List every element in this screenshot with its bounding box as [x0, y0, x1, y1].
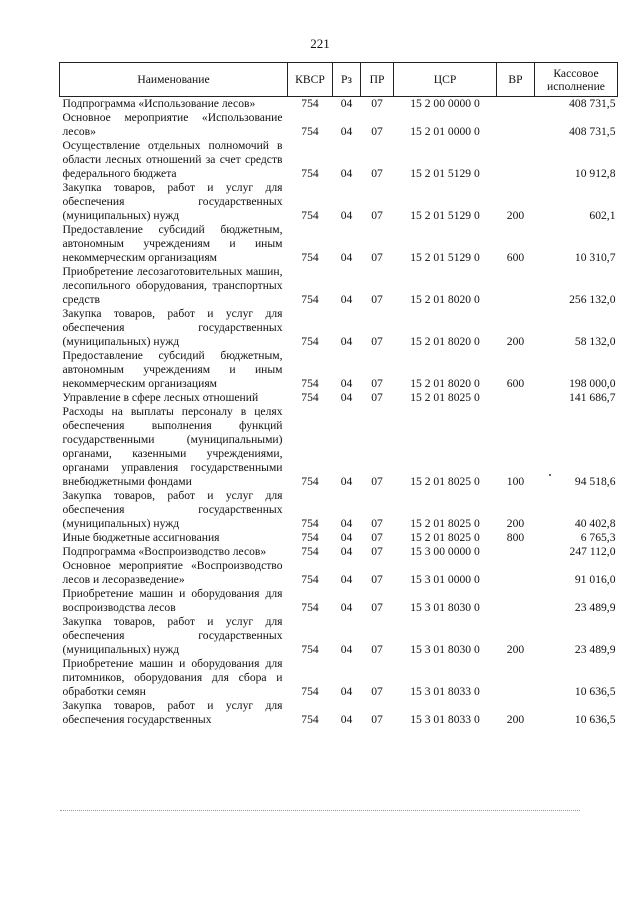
cell-amount: 141 686,7	[569, 391, 616, 404]
cell-rz: 04	[340, 97, 353, 110]
cell-pr: 07	[371, 293, 383, 306]
cell-kvsr: 754	[301, 251, 319, 264]
cell-csr: 15 2 00 0000 0	[410, 97, 480, 110]
cell-rz: 04	[340, 685, 353, 698]
cell-pr: 07	[371, 713, 383, 726]
header-name: Наименование	[60, 63, 288, 97]
cell-csr: 15 2 01 8025 0	[410, 391, 480, 404]
cell-kvsr: 754	[301, 531, 319, 544]
table-row	[60, 699, 618, 727]
cell-amount: 256 132,0	[569, 293, 616, 306]
cell-vr	[497, 391, 535, 405]
cell-name: Закупка товаров, работ и услуг для обеспечения государственных (муниципальных) нужд	[62, 181, 283, 222]
cell-vr	[497, 559, 535, 587]
cell-kvsr: 754	[301, 573, 319, 586]
header-amount: Кассовое исполнение	[535, 63, 618, 97]
cell-kvsr: 754	[301, 293, 319, 306]
cell-amount: 10 310,7	[574, 251, 616, 264]
cell-rz: 04	[340, 293, 353, 306]
cell-kvsr: 754	[301, 713, 319, 726]
budget-execution-table	[59, 62, 618, 727]
cell-vr	[497, 657, 535, 699]
cell-rz: 04	[340, 251, 353, 264]
header-vr: ВР	[497, 63, 535, 97]
cell-pr: 07	[371, 167, 383, 180]
cell-vr	[497, 139, 535, 181]
cell-rz: 04	[340, 643, 353, 656]
cell-rz: 04	[340, 167, 353, 180]
cell-pr: 07	[371, 391, 383, 404]
cell-amount: 408 731,5	[569, 125, 616, 138]
cell-pr: 07	[371, 531, 383, 544]
cell-name: Основное мероприятие «Воспроизводство лесов и лесоразведение»	[62, 559, 283, 586]
cell-kvsr: 754	[301, 601, 319, 614]
cell-rz: 04	[340, 573, 353, 586]
table-row	[60, 181, 618, 223]
table-row	[60, 265, 618, 307]
table-row	[60, 489, 618, 531]
cell-csr: 15 2 01 5129 0	[410, 167, 480, 180]
cell-rz: 04	[340, 475, 353, 488]
cell-pr: 07	[371, 97, 383, 110]
cell-kvsr: 754	[301, 517, 319, 530]
page-bottom-rule	[60, 810, 580, 812]
cell-csr: 15 2 01 8025 0	[410, 531, 480, 544]
cell-amount: 10 636,5	[574, 685, 616, 698]
cell-rz: 04	[340, 545, 353, 558]
cell-pr: 07	[371, 251, 383, 264]
table-row	[60, 615, 618, 657]
cell-amount: 602,1	[589, 209, 616, 222]
cell-kvsr: 754	[301, 643, 319, 656]
cell-name: Управление в сфере лесных отношений	[62, 391, 259, 404]
cell-rz: 04	[340, 209, 353, 222]
cell-vr: 800	[506, 531, 525, 544]
cell-csr: 15 3 01 8030 0	[410, 601, 480, 614]
cell-vr	[497, 97, 535, 112]
cell-kvsr: 754	[301, 97, 319, 110]
cell-name: Основное мероприятие «Использование лесов»	[62, 111, 283, 138]
table-row	[60, 391, 618, 405]
cell-kvsr: 754	[301, 685, 319, 698]
cell-vr: 200	[506, 713, 525, 726]
cell-csr: 15 3 01 8033 0	[410, 685, 480, 698]
cell-vr: 200	[506, 643, 525, 656]
cell-name: Приобретение лесозаготовительных машин, лесопильного оборудования, транспортных средств	[62, 265, 283, 306]
table-row	[60, 139, 618, 181]
cell-name: Подпрограмма «Воспроизводство лесов»	[62, 545, 267, 558]
cell-pr: 07	[371, 545, 383, 558]
cell-csr: 15 2 01 8020 0	[410, 335, 480, 348]
cell-amount: 247 112,0	[569, 545, 616, 558]
cell-csr: 15 3 01 8033 0	[410, 713, 480, 726]
table-row	[60, 545, 618, 559]
cell-csr: 15 3 01 0000 0	[410, 573, 480, 586]
cell-pr: 07	[371, 517, 383, 530]
table-row	[60, 587, 618, 615]
cell-name: Иные бюджетные ассигнования	[62, 531, 220, 544]
cell-amount: 10 912,8	[574, 167, 616, 180]
header-kvsr: КВСР	[288, 63, 333, 97]
table-row	[60, 97, 618, 112]
cell-csr: 15 2 01 8025 0	[410, 517, 480, 530]
cell-name: Закупка товаров, работ и услуг для обеспечения государственных (муниципальных) нужд	[62, 307, 283, 348]
cell-name: Предоставление субсидий бюджетным, автономным учреждениям и иным некоммерческим организациям	[62, 223, 283, 264]
cell-rz: 04	[340, 377, 353, 390]
cell-csr: 15 2 01 5129 0	[410, 251, 480, 264]
cell-pr: 07	[371, 377, 383, 390]
cell-csr: 15 2 01 8020 0	[410, 293, 480, 306]
table-row	[60, 405, 618, 489]
cell-rz: 04	[340, 517, 353, 530]
cell-rz: 04	[340, 335, 353, 348]
cell-vr	[497, 587, 535, 615]
cell-amount: 23 489,9	[574, 601, 616, 614]
table-row	[60, 559, 618, 587]
cell-name: Предоставление субсидий бюджетным, автономным учреждениям и иным некоммерческим организациям	[62, 349, 283, 390]
cell-name: Приобретение машин и оборудования для воспроизводства лесов	[62, 587, 283, 614]
cell-name: Расходы на выплаты персоналу в целях обеспечения выполнения функций государственными (муниципальными) органами, казенными учреждениями, органами управления государственными внебюджетными фондами	[62, 405, 283, 488]
table-body	[60, 97, 618, 728]
cell-vr: 600	[506, 377, 525, 390]
cell-kvsr: 754	[301, 167, 319, 180]
cell-name: Приобретение машин и оборудования для питомников, оборудования для сбора и обработки семян	[62, 657, 283, 698]
cell-vr: 100	[506, 475, 525, 488]
cell-rz: 04	[340, 391, 353, 404]
cell-kvsr: 754	[301, 125, 319, 138]
cell-pr: 07	[371, 685, 383, 698]
cell-amount: 198 000,0	[569, 377, 616, 390]
cell-csr: 15 3 00 0000 0	[410, 545, 480, 558]
cell-csr: 15 2 01 5129 0	[410, 209, 480, 222]
scan-speck	[549, 474, 551, 476]
header-pr: ПР	[361, 63, 394, 97]
cell-vr	[497, 111, 535, 139]
cell-csr: 15 2 01 0000 0	[410, 125, 480, 138]
cell-kvsr: 754	[301, 209, 319, 222]
table-row	[60, 531, 618, 545]
cell-pr: 07	[371, 125, 383, 138]
cell-kvsr: 754	[301, 545, 319, 558]
cell-amount: 40 402,8	[574, 517, 616, 530]
table-row	[60, 111, 618, 139]
cell-kvsr: 754	[301, 377, 319, 390]
cell-kvsr: 754	[301, 391, 319, 404]
cell-pr: 07	[371, 209, 383, 222]
cell-csr: 15 2 01 8020 0	[410, 377, 480, 390]
table-header-row	[60, 63, 618, 97]
cell-name: Осуществление отдельных полномочий в области лесных отношений за счет средств федерального бюджета	[62, 139, 283, 180]
table-row	[60, 657, 618, 699]
cell-kvsr: 754	[301, 335, 319, 348]
cell-pr: 07	[371, 643, 383, 656]
cell-amount: 23 489,9	[574, 643, 616, 656]
cell-vr: 200	[506, 335, 525, 348]
cell-pr: 07	[371, 475, 383, 488]
cell-pr: 07	[371, 335, 383, 348]
table-row	[60, 223, 618, 265]
table-row	[60, 349, 618, 391]
cell-amount: 91 016,0	[574, 573, 616, 586]
cell-name: Закупка товаров, работ и услуг для обеспечения государственных (муниципальных) нужд	[62, 615, 283, 656]
cell-vr	[497, 545, 535, 559]
cell-vr: 200	[506, 209, 525, 222]
cell-csr: 15 3 01 8030 0	[410, 643, 480, 656]
cell-name: Закупка товаров, работ и услуг для обеспечения государственных	[62, 699, 283, 726]
cell-amount: 10 636,5	[574, 713, 616, 726]
cell-amount: 6 765,3	[580, 531, 616, 544]
cell-csr: 15 2 01 8025 0	[410, 475, 480, 488]
table-row	[60, 307, 618, 349]
header-csr: ЦСР	[394, 63, 497, 97]
page-number: 221	[310, 36, 330, 51]
cell-rz: 04	[340, 601, 353, 614]
cell-name: Подпрограмма «Использование лесов»	[62, 97, 256, 110]
cell-rz: 04	[340, 713, 353, 726]
cell-name: Закупка товаров, работ и услуг для обеспечения государственных (муниципальных) нужд	[62, 489, 283, 530]
cell-rz: 04	[340, 125, 353, 138]
cell-kvsr: 754	[301, 475, 319, 488]
cell-vr: 600	[506, 251, 525, 264]
cell-amount: 94 518,6	[574, 475, 616, 488]
cell-amount: 58 132,0	[574, 335, 616, 348]
cell-pr: 07	[371, 573, 383, 586]
cell-vr	[497, 265, 535, 307]
cell-amount: 408 731,5	[569, 97, 616, 110]
cell-pr: 07	[371, 601, 383, 614]
cell-rz: 04	[340, 531, 353, 544]
cell-vr: 200	[506, 517, 525, 530]
header-rz: Рз	[333, 63, 361, 97]
